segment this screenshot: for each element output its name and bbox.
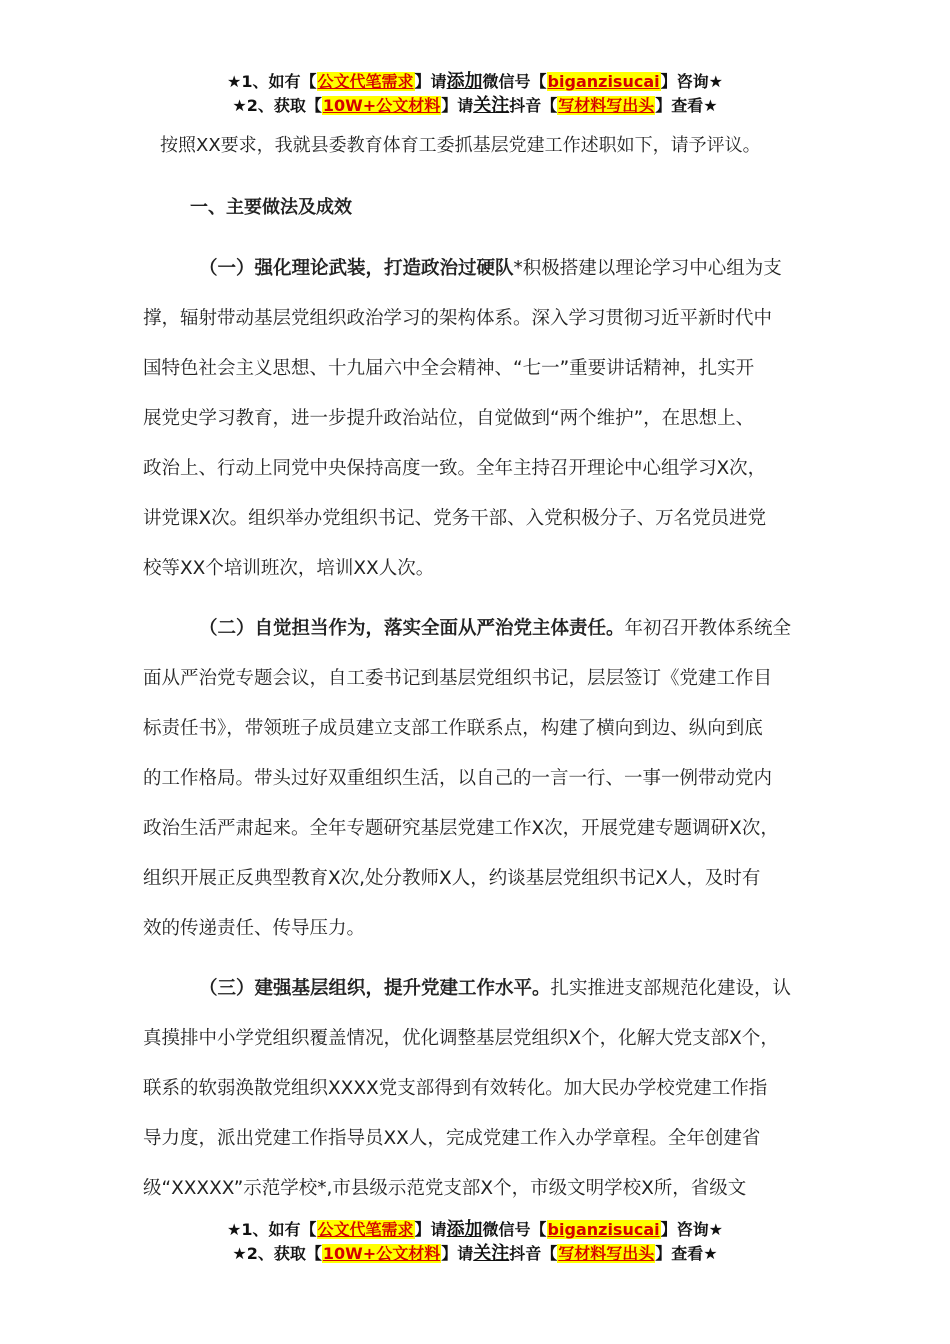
banner-text: ★1、如有【: [227, 1220, 317, 1239]
paragraph-lead: （三）建强基层组织，提升党建工作水平。: [199, 978, 551, 999]
paragraph-text: 年初召开教体系统全: [624, 618, 792, 639]
banner-text: 微信号【: [482, 72, 547, 91]
banner-underline: 关注: [473, 95, 510, 116]
banner-text: ★2、获取【: [232, 96, 322, 115]
paragraph-line: 级“XXXXX”示范学校*,市县级示范党支部X个，市级文明学校X所，省级文: [143, 1178, 747, 1199]
paragraph-line: 国特色社会主义思想、十九届六中全会精神、“七一”重要讲话精神，扎实开: [143, 358, 755, 379]
paragraph-line: 真摸排中小学党组织覆盖情况，优化调整基层党组织X个，化解大党支部X个，: [143, 1028, 779, 1049]
banner-line-1: [0, 70, 950, 94]
banner-text: 】查看★: [655, 1244, 718, 1263]
paragraph-line: 联系的软弱涣散党组织XXXX党支部得到有效转化。加大民办学校党建工作指: [143, 1078, 768, 1099]
banner-line-2: [0, 94, 950, 118]
paragraph-line: 展党史学习教育，进一步提升政治站位，自觉做到“两个维护”，在思想上、: [143, 408, 755, 429]
paragraph-line: [143, 964, 823, 1014]
paragraph-text: 扎实推进支部规范化建设，认: [550, 978, 792, 999]
paragraph-line: 效的传递责任、传导压力。: [143, 918, 366, 939]
top-banner: [0, 70, 950, 118]
paragraph-text: *积极搭建以理论学习中心组为支: [513, 258, 782, 279]
banner-text: ★2、获取【: [232, 1244, 322, 1263]
banner-text: 】查看★: [655, 96, 718, 115]
paragraph-line: 校等XX个培训班次，培训XX人次。: [143, 558, 435, 579]
paragraph-line: 导力度，派出党建工作指导员XX人，完成党建工作入办学章程。全年创建省: [143, 1128, 761, 1149]
paragraph-line: [143, 604, 823, 654]
banner-text: 】请: [414, 72, 447, 91]
section-heading: 一、主要做法及成效: [190, 197, 352, 218]
banner-douyin-id: 写材料写出头: [558, 96, 655, 115]
banner-douyin-id: 写材料写出头: [558, 1244, 655, 1263]
banner-underline: 关注: [473, 1243, 510, 1264]
banner-text: ★1、如有【: [227, 72, 317, 91]
paragraph-3: [143, 964, 823, 1214]
banner-line-2: [0, 1242, 950, 1266]
banner-underline: 添加: [446, 1219, 483, 1240]
paragraph-line: 面从严治党专题会议，自工委书记到基层党组织书记，层层签订《党建工作目: [143, 668, 773, 689]
paragraph-line: 讲党课X次。组织举办党组织书记、党务干部、入党积极分子、万名党员进党: [143, 508, 767, 529]
intro-paragraph: 按照XX要求，我就县委教育体育工委抓基层党建工作述职如下，请予评议。: [160, 135, 761, 156]
banner-text: 抖音【: [509, 1244, 558, 1263]
banner-text: 抖音【: [509, 96, 558, 115]
banner-wechat-id: biganzisucai: [547, 1220, 660, 1239]
banner-text: 】咨询★: [660, 1220, 723, 1239]
bottom-banner: [0, 1218, 950, 1266]
paragraph-line: [143, 244, 823, 294]
banner-text: 】请: [414, 1220, 447, 1239]
paragraph-line: 标责任书》，带领班子成员建立支部工作联系点，构建了横向到边、纵向到底: [143, 718, 763, 739]
banner-text: 微信号【: [482, 1220, 547, 1239]
paragraph-line: 撑，辐射带动基层党组织政治学习的架构体系。深入学习贯彻习近平新时代中: [143, 308, 773, 329]
banner-highlight: 公文代笔需求: [317, 1220, 414, 1239]
paragraph-1: [143, 244, 823, 594]
paragraph-lead: （二）自觉担当作为，落实全面从严治党主体责任。: [199, 618, 625, 639]
banner-underline: 添加: [446, 71, 483, 92]
banner-text: 】请: [441, 1244, 474, 1263]
banner-text: 】咨询★: [660, 72, 723, 91]
banner-text: 】请: [441, 96, 474, 115]
paragraph-line: 政治上、行动上同党中央保持高度一致。全年主持召开理论中心组学习X次，: [143, 458, 767, 479]
paragraph-2: [143, 604, 823, 954]
banner-line-1: [0, 1218, 950, 1242]
paragraph-line: 组织开展正反典型教育X次,处分教师X人，约谈基层党组织书记X人，及时有: [143, 868, 761, 889]
banner-highlight: 10W+公文材料: [322, 1244, 441, 1263]
banner-highlight: 10W+公文材料: [322, 96, 441, 115]
banner-highlight: 公文代笔需求: [317, 72, 414, 91]
paragraph-lead: （一）强化理论武装，打造政治过硬队: [199, 258, 514, 279]
paragraph-line: 政治生活严肃起来。全年专题研究基层党建工作X次，开展党建专题调研X次，: [143, 818, 779, 839]
banner-wechat-id: biganzisucai: [547, 72, 660, 91]
paragraph-line: 的工作格局。带头过好双重组织生活，以自己的一言一行、一事一例带动党内: [143, 768, 773, 789]
